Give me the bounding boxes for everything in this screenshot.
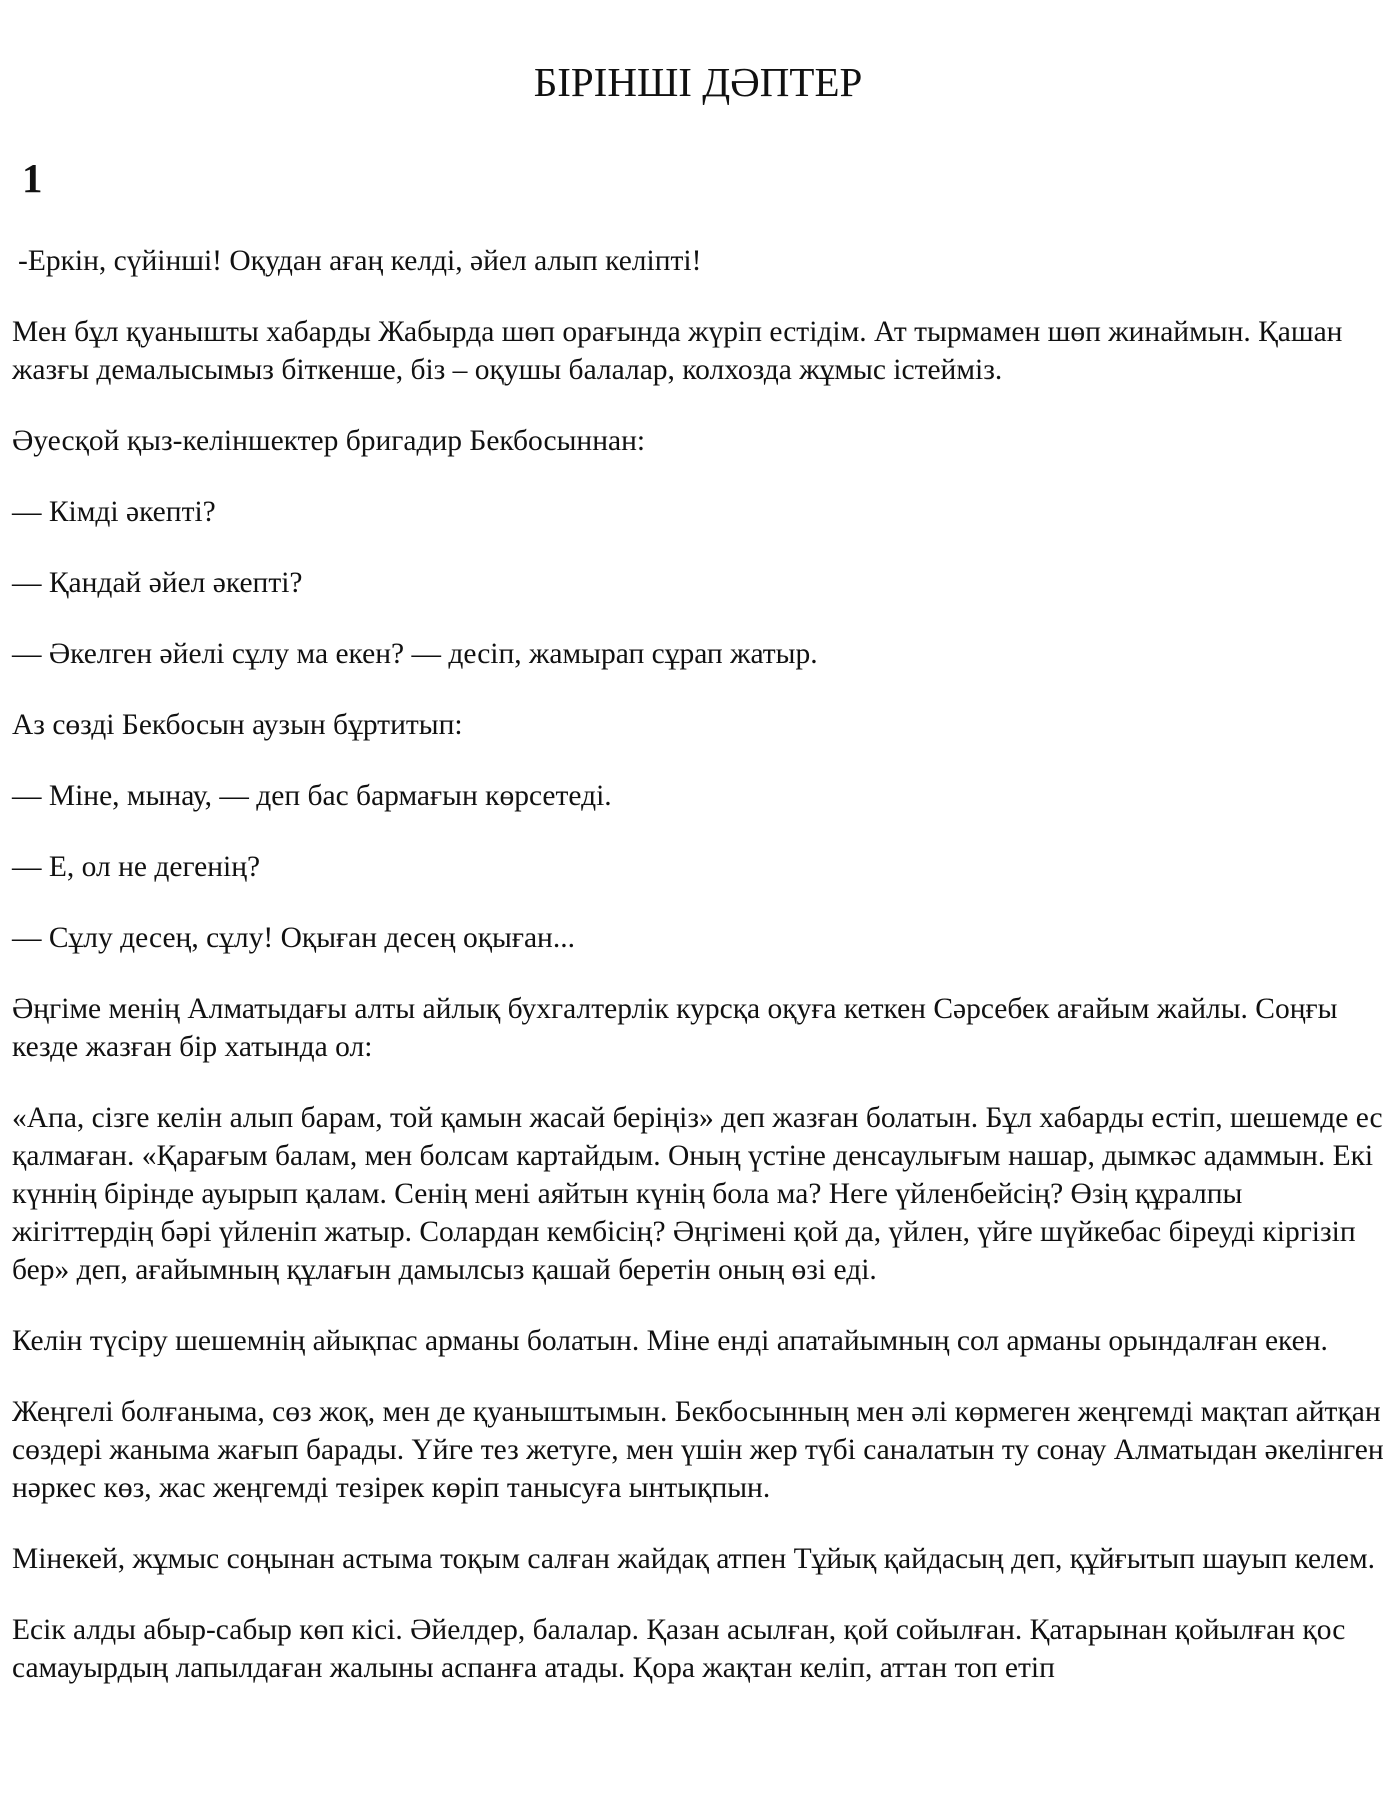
paragraph: Есік алды абыр-сабыр көп кісі. Әйелдер, балалар. Қазан асылған, қой сойылған. Қатарынан қойылған қос самауырдың лапылдаған жалыны аспанға атады. Қора жақтан келіп, аттан топ етіп (12, 1614, 1346, 1684)
chapter-number: 1 (22, 155, 43, 201)
paragraph: Әуесқой қыз-келіншектер бригадир Бекбосыннан: (12, 425, 646, 457)
paragraph: Мен бұл қуанышты хабарды Жабырда шөп орағында жүріп естідім. Ат тырмамен шөп жинаймын. Қашан жазғы демалысымыз біткенше, біз – оқушы балалар, колхозда жұмыс істейміз. (12, 316, 1343, 386)
paragraph: -Еркін, сүйінші! Оқудан ағаң келді, әйел алып келіпті! (18, 245, 702, 277)
chapter-body (12, 242, 1384, 1720)
book-title: БІРІНШІ ДӘПТЕР (533, 59, 863, 105)
paragraph: Мінекей, жұмыс соңынан астыма тоқым салған жайдақ атпен Тұйық қайдасың деп, құйғытып шауып келем. (12, 1543, 1375, 1575)
paragraph: — Сұлу десең, сұлу! Оқыған десең оқыған... (12, 922, 575, 954)
paragraph: Аз сөзді Бекбосын аузын бұртитып: (12, 709, 463, 741)
paragraph: — Кімді әкепті? (12, 496, 216, 528)
paragraph: Жеңгелі болғаныма, сөз жоқ, мен де қуаныштымын. Бекбосынның мен әлі көрмеген жеңгемді мақтап айтқан сөздері жаныма жағып барады. Үйге тез жетуге, мен үшін жер түбі саналатын ту сонау Алматыдан әкелінген нәркес көз, жас жеңгемді тезірек көріп танысуға ынтықпын. (12, 1396, 1384, 1504)
paragraph: — Әкелген әйелі сұлу ма екен? — десіп, жамырап сұрап жатыр. (12, 638, 818, 670)
paragraph: Келін түсіру шешемнің айықпас арманы болатын. Міне енді апатайымның сол арманы орындалған екен. (12, 1325, 1328, 1357)
paragraph: — Қандай әйел әкепті? (12, 567, 303, 599)
paragraph: «Апа, сізге келін алып барам, той қамын жасай беріңіз» деп жазған болатын. Бұл хабарды естіп, шешемде ес қалмаған. «Қарағым балам, мен болсам картайдым. Оның үстіне денсаулығым нашар, дымкәс адаммын. Екі күннің бірінде ауырып қалам. Сенің мені аяйтын күнің бола ма? Неге үйленбейсің? Өзің құралпы жігіттердің бәрі үйленіп жатыр. Солардан кембісің? Әңгімені қой да, үйлен, үйге шүйкебас біреуді кіргізіп бер» деп, ағайымның құлағын дамылсыз қашай беретін оның өзі еді. (12, 1102, 1383, 1286)
paragraph: — Міне, мынау, — деп бас бармағын көрсетеді. (12, 780, 612, 812)
paragraph: — Е, ол не дегенің? (12, 851, 261, 883)
paragraph: Әңгіме менің Алматыдағы алты айлық бухгалтерлік курсқа оқуға кеткен Сәрсебек ағайым жайлы. Соңғы кезде жазған бір хатында ол: (12, 993, 1338, 1063)
